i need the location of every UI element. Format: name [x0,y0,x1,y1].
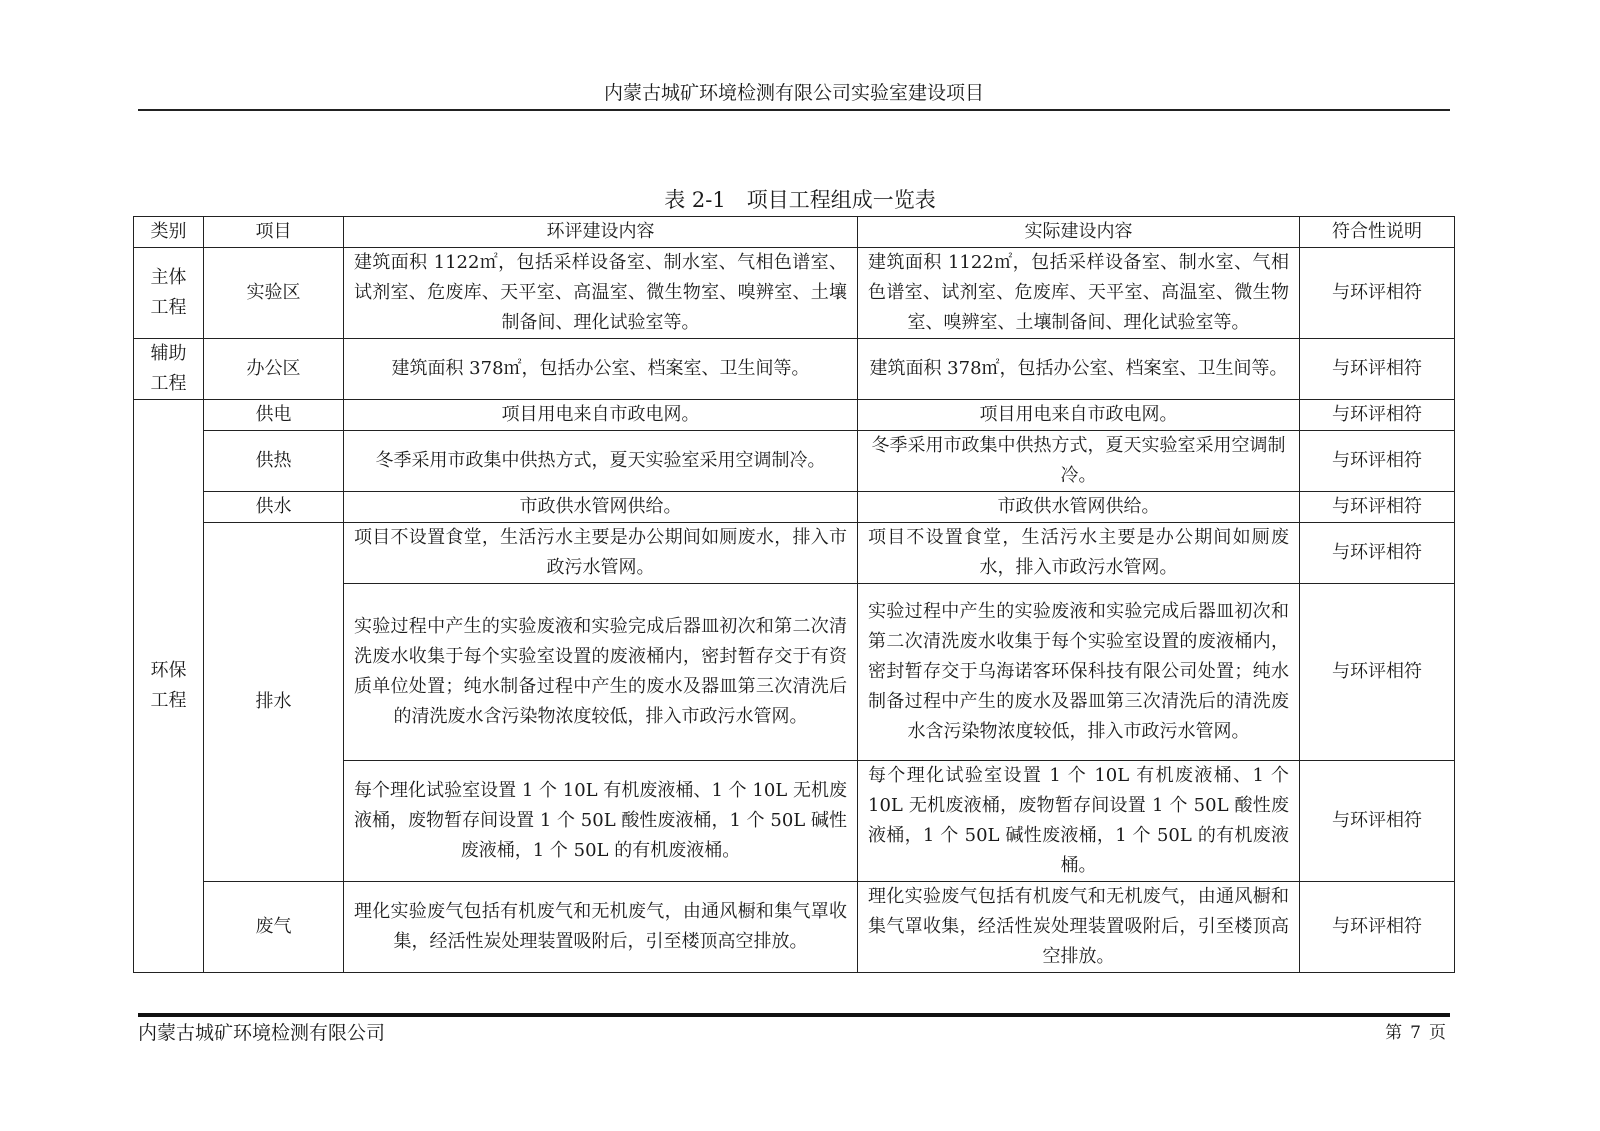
category-cell: 主体工程 [134,248,204,339]
item-cell: 供热 [204,431,344,492]
compliance-cell: 与环评相符 [1300,882,1455,973]
item-cell: 排水 [204,523,344,882]
column-header-eia-content: 环评建设内容 [344,217,858,248]
table-header-row [134,217,1455,248]
item-cell: 废气 [204,882,344,973]
compliance-cell: 与环评相符 [1300,339,1455,400]
compliance-cell: 与环评相符 [1300,431,1455,492]
eia-content-cell: 每个理化试验室设置 1 个 10L 有机废液桶、1 个 10L 无机废液桶，废物暂存间设置 1 个 50L 酸性废液桶，1 个 50L 碱性废液桶，1 个 50L 的有机废液桶。 [344,761,858,882]
actual-content-cell: 理化实验废气包括有机废气和无机废气，由通风橱和集气罩收集，经活性炭处理装置吸附后，引至楼顶高空排放。 [858,882,1300,973]
table-row [134,339,1455,400]
eia-content-cell: 项目不设置食堂，生活污水主要是办公期间如厕废水，排入市政污水管网。 [344,523,858,584]
footer-divider [138,1013,1450,1017]
actual-content-cell: 市政供水管网供给。 [858,492,1300,523]
page-prefix: 第 [1385,1023,1403,1043]
table-row [134,523,1455,584]
column-header-item: 项目 [204,217,344,248]
item-cell: 办公区 [204,339,344,400]
actual-content-cell: 每个理化试验室设置 1 个 10L 有机废液桶、1 个 10L 无机废液桶，废物暂存间设置 1 个 50L 酸性废液桶，1 个 50L 碱性废液桶，1 个 50L 的有机废液桶。 [858,761,1300,882]
actual-content-cell: 实验过程中产生的实验废液和实验完成后器皿初次和第二次清洗废水收集于每个实验室设置的废液桶内，密封暂存交于乌海诺客环保科技有限公司处置；纯水制备过程中产生的废水及器皿第三次清洗后的清洗废水含污染物浓度较低，排入市政污水管网。 [858,584,1300,761]
table-row [134,248,1455,339]
category-cell: 辅助工程 [134,339,204,400]
project-composition-table [133,216,1455,973]
table-row [134,431,1455,492]
eia-content-cell: 市政供水管网供给。 [344,492,858,523]
item-cell: 实验区 [204,248,344,339]
item-cell: 供电 [204,400,344,431]
compliance-cell: 与环评相符 [1300,523,1455,584]
header-divider [138,109,1450,111]
item-cell: 供水 [204,492,344,523]
column-header-actual-content: 实际建设内容 [858,217,1300,248]
page-number-value: 7 [1410,1023,1421,1043]
eia-content-cell: 建筑面积 378㎡，包括办公室、档案室、卫生间等。 [344,339,858,400]
table-row [134,882,1455,973]
eia-content-cell: 冬季采用市政集中供热方式，夏天实验室采用空调制冷。 [344,431,858,492]
table-row [134,492,1455,523]
compliance-cell: 与环评相符 [1300,400,1455,431]
compliance-cell: 与环评相符 [1300,248,1455,339]
page-suffix: 页 [1429,1023,1446,1043]
eia-content-cell: 项目用电来自市政电网。 [344,400,858,431]
footer-page-number [1381,1020,1450,1046]
eia-content-cell: 实验过程中产生的实验废液和实验完成后器皿初次和第二次清洗废水收集于每个实验室设置的废液桶内，密封暂存交于有资质单位处置；纯水制备过程中产生的废水及器皿第三次清洗后的清洗废水含污染物浓度较低，排入市政污水管网。 [344,584,858,761]
actual-content-cell: 建筑面积 378㎡，包括办公室、档案室、卫生间等。 [858,339,1300,400]
table-caption: 表 2-1 项目工程组成一览表 [664,188,936,212]
column-header-category: 类别 [134,217,204,248]
actual-content-cell: 冬季采用市政集中供热方式，夏天实验室采用空调制冷。 [858,431,1300,492]
table-row [134,400,1455,431]
compliance-cell: 与环评相符 [1300,584,1455,761]
compliance-cell: 与环评相符 [1300,492,1455,523]
actual-content-cell: 项目用电来自市政电网。 [858,400,1300,431]
page-header-title: 内蒙古城矿环境检测有限公司实验室建设项目 [603,82,984,104]
eia-content-cell: 理化实验废气包括有机废气和无机废气，由通风橱和集气罩收集，经活性炭处理装置吸附后，引至楼顶高空排放。 [344,882,858,973]
eia-content-cell: 建筑面积 1122㎡，包括采样设备室、制水室、气相色谱室、试剂室、危废库、天平室、高温室、微生物室、嗅辨室、土壤制备间、理化试验室等。 [344,248,858,339]
actual-content-cell: 建筑面积 1122㎡，包括采样设备室、制水室、气相色谱室、试剂室、危废库、天平室、高温室、微生物室、嗅辨室、土壤制备间、理化试验室等。 [858,248,1300,339]
column-header-compliance: 符合性说明 [1300,217,1455,248]
actual-content-cell: 项目不设置食堂，生活污水主要是办公期间如厕废水，排入市政污水管网。 [858,523,1300,584]
category-cell: 环保工程 [134,400,204,973]
compliance-cell: 与环评相符 [1300,761,1455,882]
footer-company-name: 内蒙古城矿环境检测有限公司 [138,1022,386,1044]
